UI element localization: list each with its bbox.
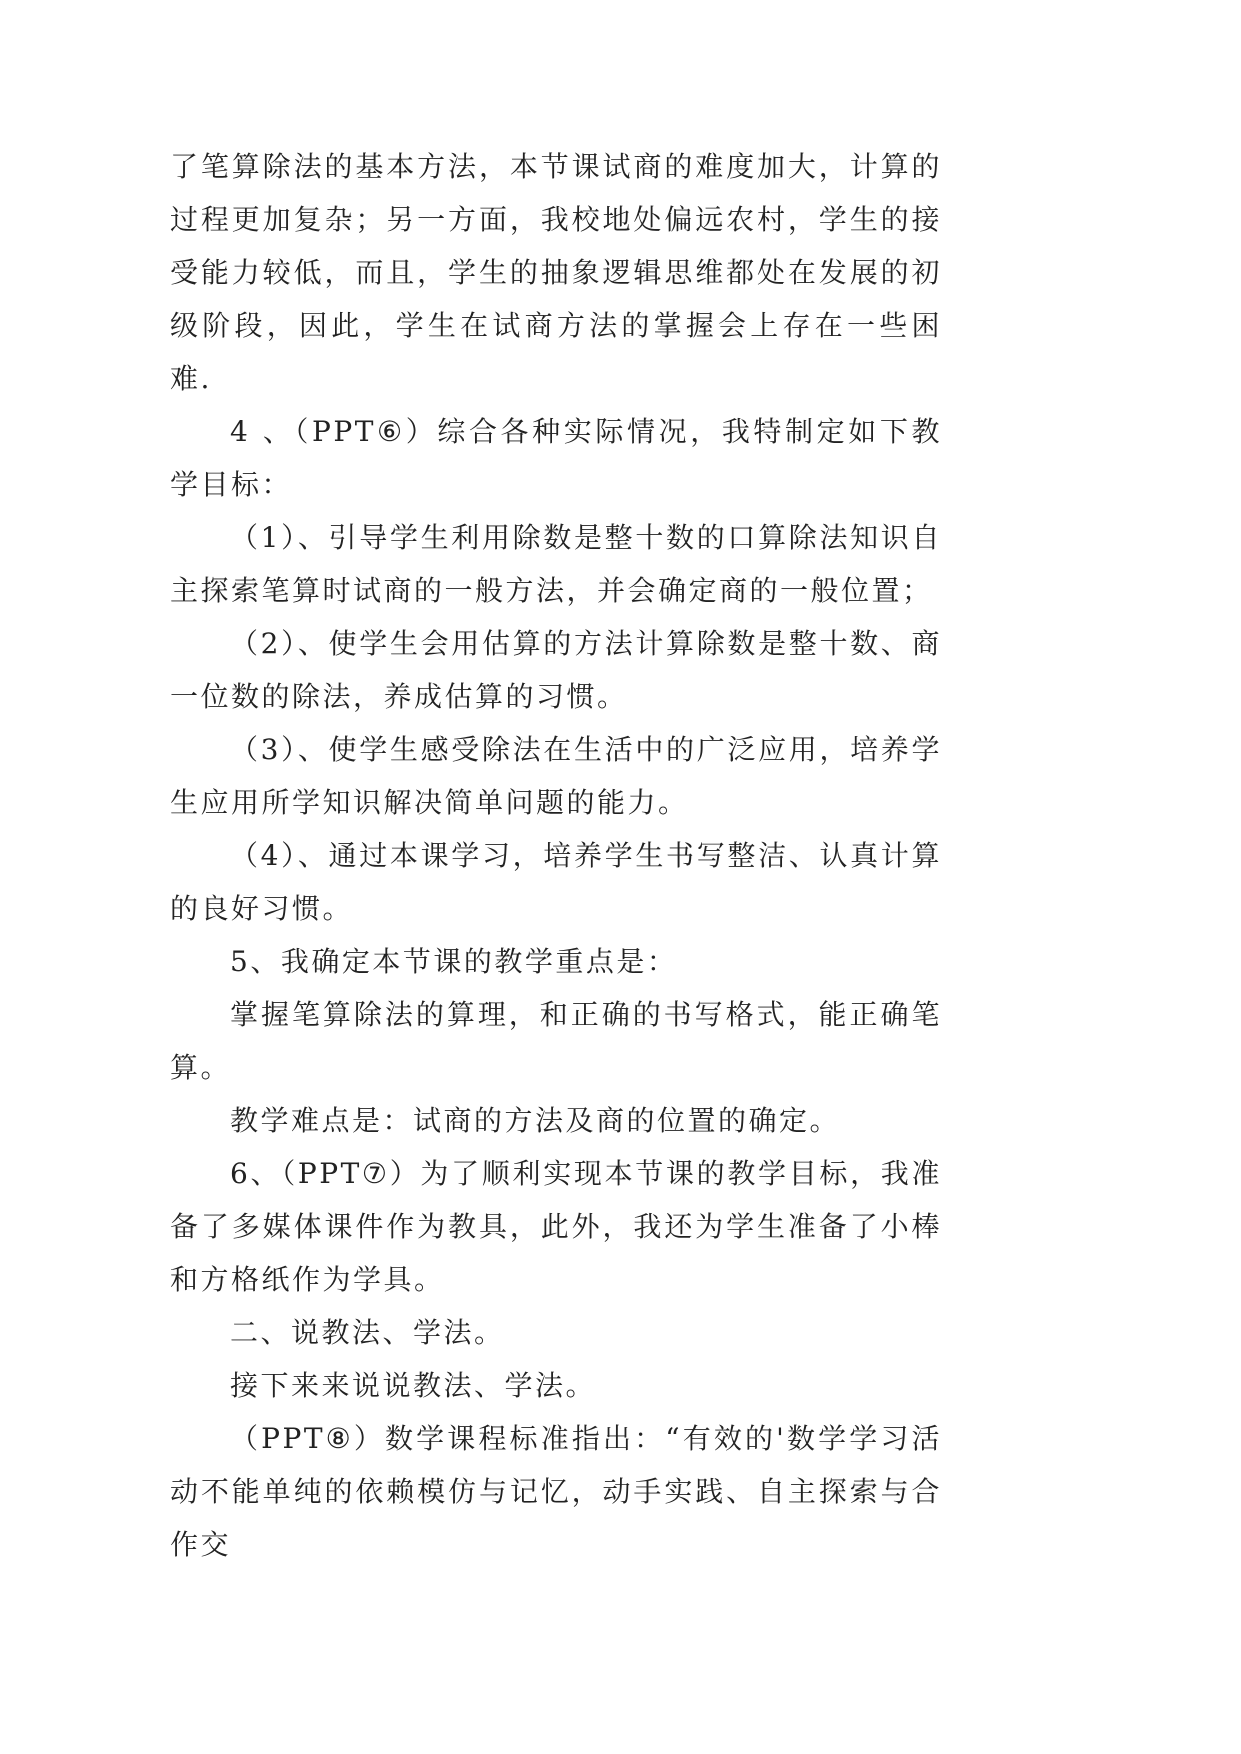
paragraph-teaching-goals-intro: 4 、（PPT⑥）综合各种实际情况，我特制定如下教学目标： xyxy=(170,415,942,501)
paragraph-key-point: 掌握笔算除法的算理，和正确的书写格式，能正确笔算。 xyxy=(170,998,942,1084)
section-heading-methods: 二、说教法、学法。 xyxy=(230,1316,505,1349)
paragraph-teaching-aids: 6、（PPT⑦）为了顺利实现本节课的教学目标，我准备了多媒体课件作为教具，此外，我还为学生准备了小棒和方格纸作为学具。 xyxy=(170,1157,942,1296)
paragraph-goal-2: （2）、使学生会用估算的方法计算除数是整十数、商一位数的除法，养成估算的习惯。 xyxy=(170,627,942,713)
paragraph-continued-difficulty: 了笔算除法的基本方法，本节课试商的难度加大，计算的过程更加复杂；另一方面，我校地处偏远农村，学生的接受能力较低，而且，学生的抽象逻辑思维都处在发展的初级阶段，因此，学生在试商方法的掌握会上存在一些困难. xyxy=(170,150,942,395)
paragraph-curriculum-standard: （PPT⑧）数学课程标准指出：“有效的'数学学习活动不能单纯的依赖模仿与记忆，动手实践、自主探索与合作交 xyxy=(170,1422,942,1561)
paragraph-goal-4: （4）、通过本课学习，培养学生书写整洁、认真计算的良好习惯。 xyxy=(170,839,942,925)
paragraph-methods-intro: 接下来来说说教法、学法。 xyxy=(230,1369,597,1402)
paragraph-goal-3: （3）、使学生感受除法在生活中的广泛应用，培养学生应用所学知识解决简单问题的能力。 xyxy=(170,733,942,819)
document-body xyxy=(170,140,942,1571)
paragraph-goal-1: （1）、引导学生利用除数是整十数的口算除法知识自主探索笔算时试商的一般方法，并会确定商的一般位置； xyxy=(170,521,942,607)
paragraph-difficult-point: 教学难点是：试商的方法及商的位置的确定。 xyxy=(230,1104,841,1137)
paragraph-key-point-intro: 5、我确定本节课的教学重点是： xyxy=(230,945,678,978)
